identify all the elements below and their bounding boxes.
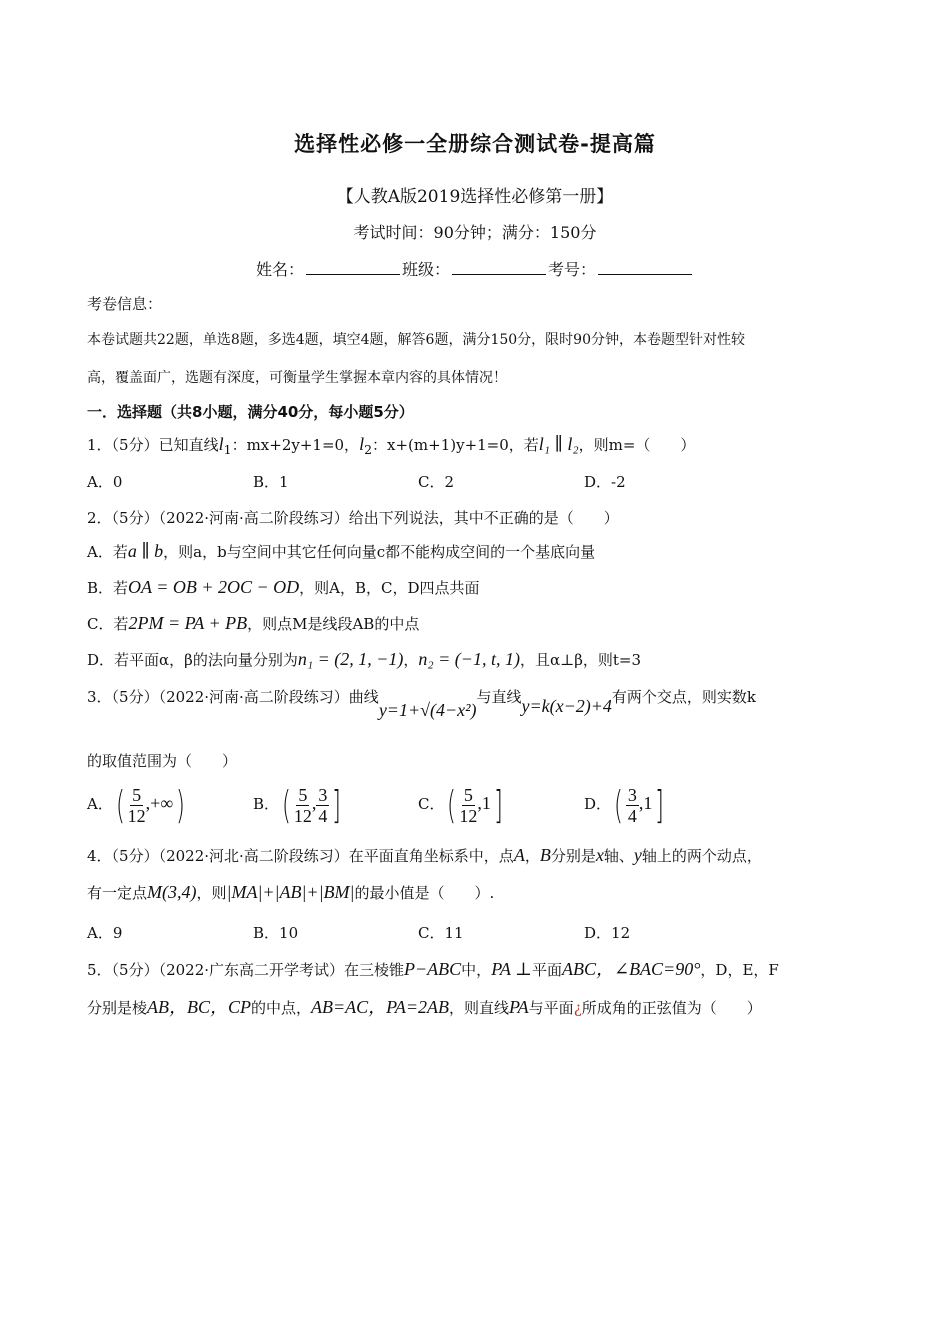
info-line-1: 本卷试题共22题，单选8题，多选4题，填空4题，解答6题，满分150分，限时90分钟，本卷题型针对性较 (87, 332, 745, 348)
q4-option-d: D．12 (584, 924, 631, 942)
q1-option-c: C．2 (418, 473, 455, 491)
id-label: 考号： (548, 260, 597, 279)
question-3-stem: 3．（5分）（2022·河南·高二阶段练习）曲线y=1+√(4−x²)与直线y=k(x−2)+4有两个交点，则实数k (87, 688, 757, 720)
q3-option-a: A．( $\frac{5}{12}$ ,+∞) (87, 783, 186, 827)
q3-option-d: D．( $\frac{3}{4}$ ,1] (584, 783, 665, 827)
q3-option-b: B．( $\frac{5}{12}$ , $\frac{3}{4}$ ] (253, 783, 342, 827)
question-1-stem: 1．（5分）已知直线$l_1$：mx+2y+1=0，$l_2$：x+(m+1)y+1=0，若l₁ ∥ l₂，则m=（ ） (87, 434, 696, 457)
question-4-stem: 4．（5分）（2022·河北·高二阶段练习）在平面直角坐标系中，点A，B分别是x轴、y轴上的两个动点， (87, 845, 762, 865)
name-blank (306, 260, 400, 275)
q2-option-d: D．若平面α，β的法向量分别为n₁ = (2, 1, −1)，n₂ = (−1, t, 1)，且α⊥β，则t=3 (87, 649, 642, 669)
q1-option-a: A．0 (87, 473, 123, 491)
question-5-stem: 5．（5分）（2022·广东高二开学考试）在三棱锥P−ABC中，PA ⊥平面ABC，∠BAC=90°，D，E，F (87, 959, 779, 979)
class-label: 班级： (401, 260, 450, 279)
id-blank (598, 260, 692, 275)
question-4-cont: 有一定点M(3,4)，则|MA|+|AB|+|BM|的最小值是（ ）. (87, 882, 495, 902)
q2-option-c: C．若2PM = PA + PB，则点M是线段AB的中点 (87, 613, 420, 633)
q2-option-a: A．若a ∥ b，则a，b与空间中其它任何向量c都不能构成空间的一个基底向量 (87, 541, 596, 561)
q2-option-b: B．若OA = OB + 2OC − OD，则A，B，C，D四点共面 (87, 577, 480, 597)
question-5-cont: 分别是棱AB，BC，CP的中点，AB=AC，PA=2AB，则直线PA与平面¿所成角的正弦值为（ ） (87, 997, 762, 1017)
q4-option-c: C．11 (418, 924, 464, 942)
q3-option-c: C．( $\frac{5}{12}$ ,1] (418, 783, 503, 827)
page-title: 选择性必修一全册综合测试卷-提高篇 (294, 132, 656, 156)
student-info-row (0, 257, 950, 280)
q4-option-b: B．10 (253, 924, 299, 942)
q1-option-d: D．-2 (584, 473, 626, 491)
q1-option-b: B．1 (253, 473, 289, 491)
class-blank (452, 260, 546, 275)
info-line-2: 高，覆盖面广，选题有深度，可衡量学生掌握本章内容的具体情况！ (87, 370, 507, 386)
question-2-stem: 2．（5分）（2022·河南·高二阶段练习）给出下列说法，其中不正确的是（ ） (87, 509, 619, 527)
subtitle: 【人教A版2019选择性必修第一册】 (336, 187, 614, 207)
q4-option-a: A．9 (87, 924, 123, 942)
info-heading: 考卷信息： (87, 295, 163, 313)
question-3-cont: 的取值范围为（ ） (87, 752, 238, 770)
name-label: 姓名： (255, 260, 304, 279)
section-heading: 一．选择题（共8小题，满分40分，每小题5分） (87, 403, 414, 421)
exam-time: 考试时间：90分钟；满分：150分 (353, 223, 597, 242)
